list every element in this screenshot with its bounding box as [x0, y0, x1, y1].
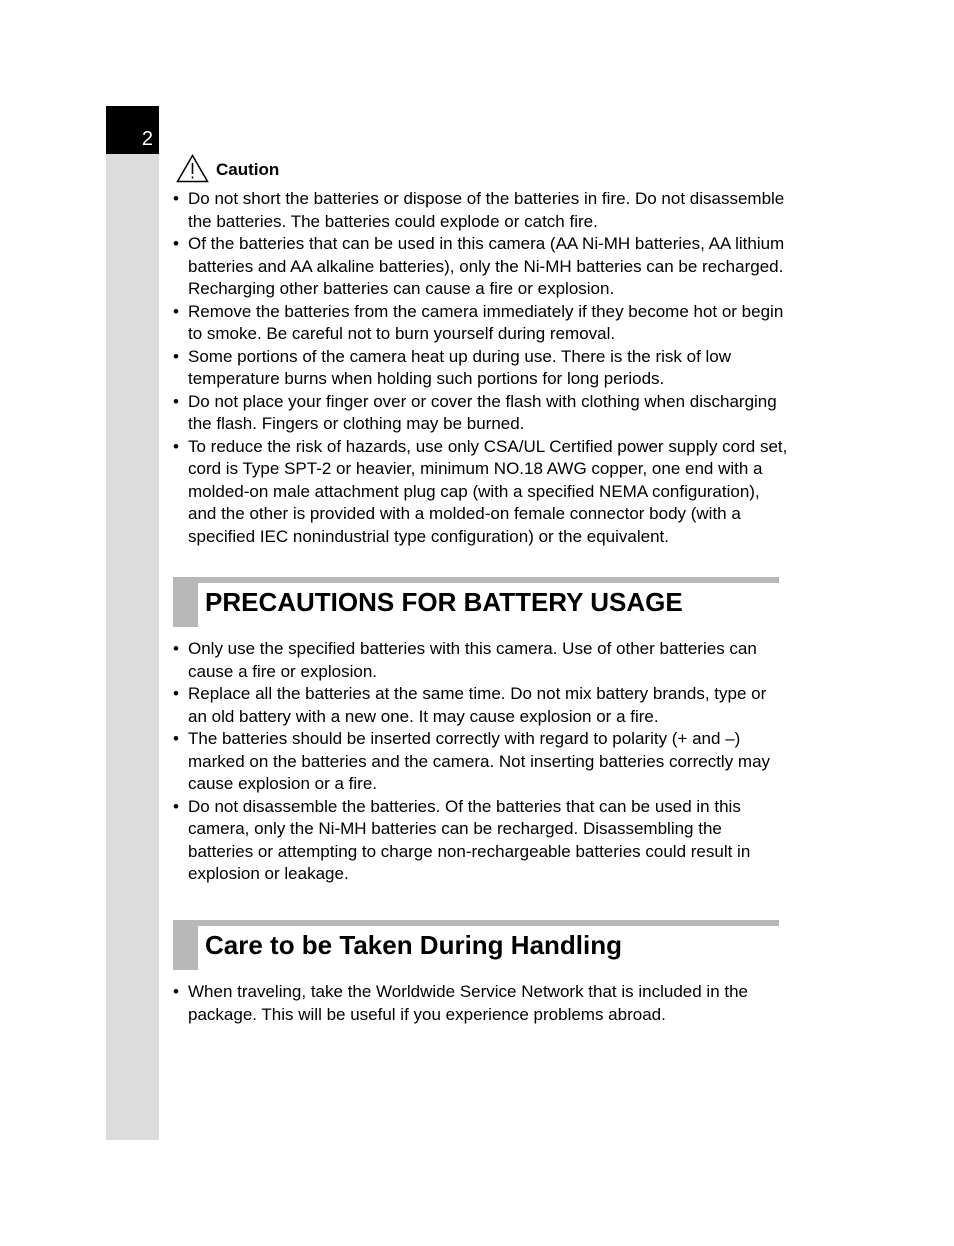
bullet-marker: •	[173, 301, 179, 321]
list-item-text: The batteries should be inserted correctly with regard to polarity (+ and –) marked on the batteries and the camera. Not inserting batteries correctly may cause explosion or a fire.	[188, 729, 771, 793]
list-item	[173, 188, 788, 233]
list-item-text: Do not disassemble the batteries. Of the batteries that can be used in this camera, only the Ni-MH batteries can be recharged. Disassembling the batteries or attempting to charge non-rechargeable batteries could result in explosion or leakage.	[188, 796, 751, 883]
list-item-text: Of the batteries that can be used in this camera (AA Ni-MH batteries, AA lithium batteries and AA alkaline batteries), only the Ni-MH batteries can be recharged. Recharging other batteries can cause a fire or explosion.	[188, 234, 785, 298]
list-item	[173, 638, 788, 683]
bullet-marker: •	[173, 729, 179, 748]
section-header-rule	[173, 577, 779, 583]
caution-heading	[176, 153, 279, 183]
list-item	[173, 301, 788, 346]
handling-section-header	[173, 920, 779, 970]
list-item	[173, 981, 788, 1026]
bullet-marker: •	[173, 189, 179, 208]
section-title: Care to be Taken During Handling	[205, 930, 623, 960]
section-title: PRECAUTIONS FOR BATTERY USAGE	[205, 587, 683, 617]
list-item	[173, 346, 788, 391]
section-header-block	[173, 920, 198, 970]
list-item-text: Do not place your finger over or cover the flash with clothing when discharging the flash. Fingers or clothing may be burned.	[188, 391, 777, 433]
list-item	[173, 391, 788, 436]
list-item	[173, 796, 788, 886]
list-item-text: Only use the specified batteries with this camera. Use of other batteries can cause a fire or explosion.	[188, 639, 757, 681]
list-item	[173, 233, 788, 301]
bullet-marker: •	[173, 796, 179, 816]
bullet-marker: •	[173, 346, 179, 366]
bullet-marker: •	[173, 391, 179, 411]
battery-precautions-list	[173, 638, 788, 886]
list-item	[173, 728, 788, 796]
list-item	[173, 436, 788, 549]
battery-section-header	[173, 577, 779, 627]
caution-label: Caution	[216, 160, 280, 179]
bullet-marker: •	[173, 436, 179, 456]
list-item-text: Do not short the batteries or dispose of the batteries in fire. Do not disassemble the batteries. The batteries could explode or catch fire.	[188, 189, 785, 231]
handling-list	[173, 981, 788, 1026]
list-item-text: Remove the batteries from the camera immediately if they become hot or begin to smoke. Be careful not to burn yourself during removal.	[188, 301, 784, 343]
side-margin-bar	[106, 106, 159, 1140]
page-number: 2	[141, 128, 153, 150]
page-number-tab	[106, 106, 159, 154]
bullet-marker: •	[173, 639, 179, 658]
list-item-text: Replace all the batteries at the same time. Do not mix battery brands, type or an old battery with a new one. It may cause explosion or a fire.	[188, 684, 767, 726]
bullet-marker: •	[173, 234, 179, 253]
list-item-text: To reduce the risk of hazards, use only CSA/UL Certified power supply cord set, cord is Type SPT-2 or heavier, minimum NO.18 AWG copper, one end with a molded-on male attachment plug cap (with a specified NEMA configuration), and the other is provided with a molded-on female connector body (with a specified IEC nonindustrial type configuration) or the equivalent.	[188, 436, 788, 546]
caution-list	[173, 188, 788, 548]
list-item-text: Some portions of the camera heat up during use. There is the risk of low temperature burns when holding such portions for long periods.	[188, 346, 732, 388]
section-header-block	[173, 577, 198, 627]
section-header-rule	[173, 920, 779, 926]
list-item	[173, 683, 788, 728]
bullet-marker: •	[173, 684, 179, 703]
bullet-marker: •	[173, 982, 179, 1001]
warning-triangle-icon	[176, 154, 209, 183]
list-item-text: When traveling, take the Worldwide Service Network that is included in the package. This will be useful if you experience problems abroad.	[188, 982, 749, 1024]
